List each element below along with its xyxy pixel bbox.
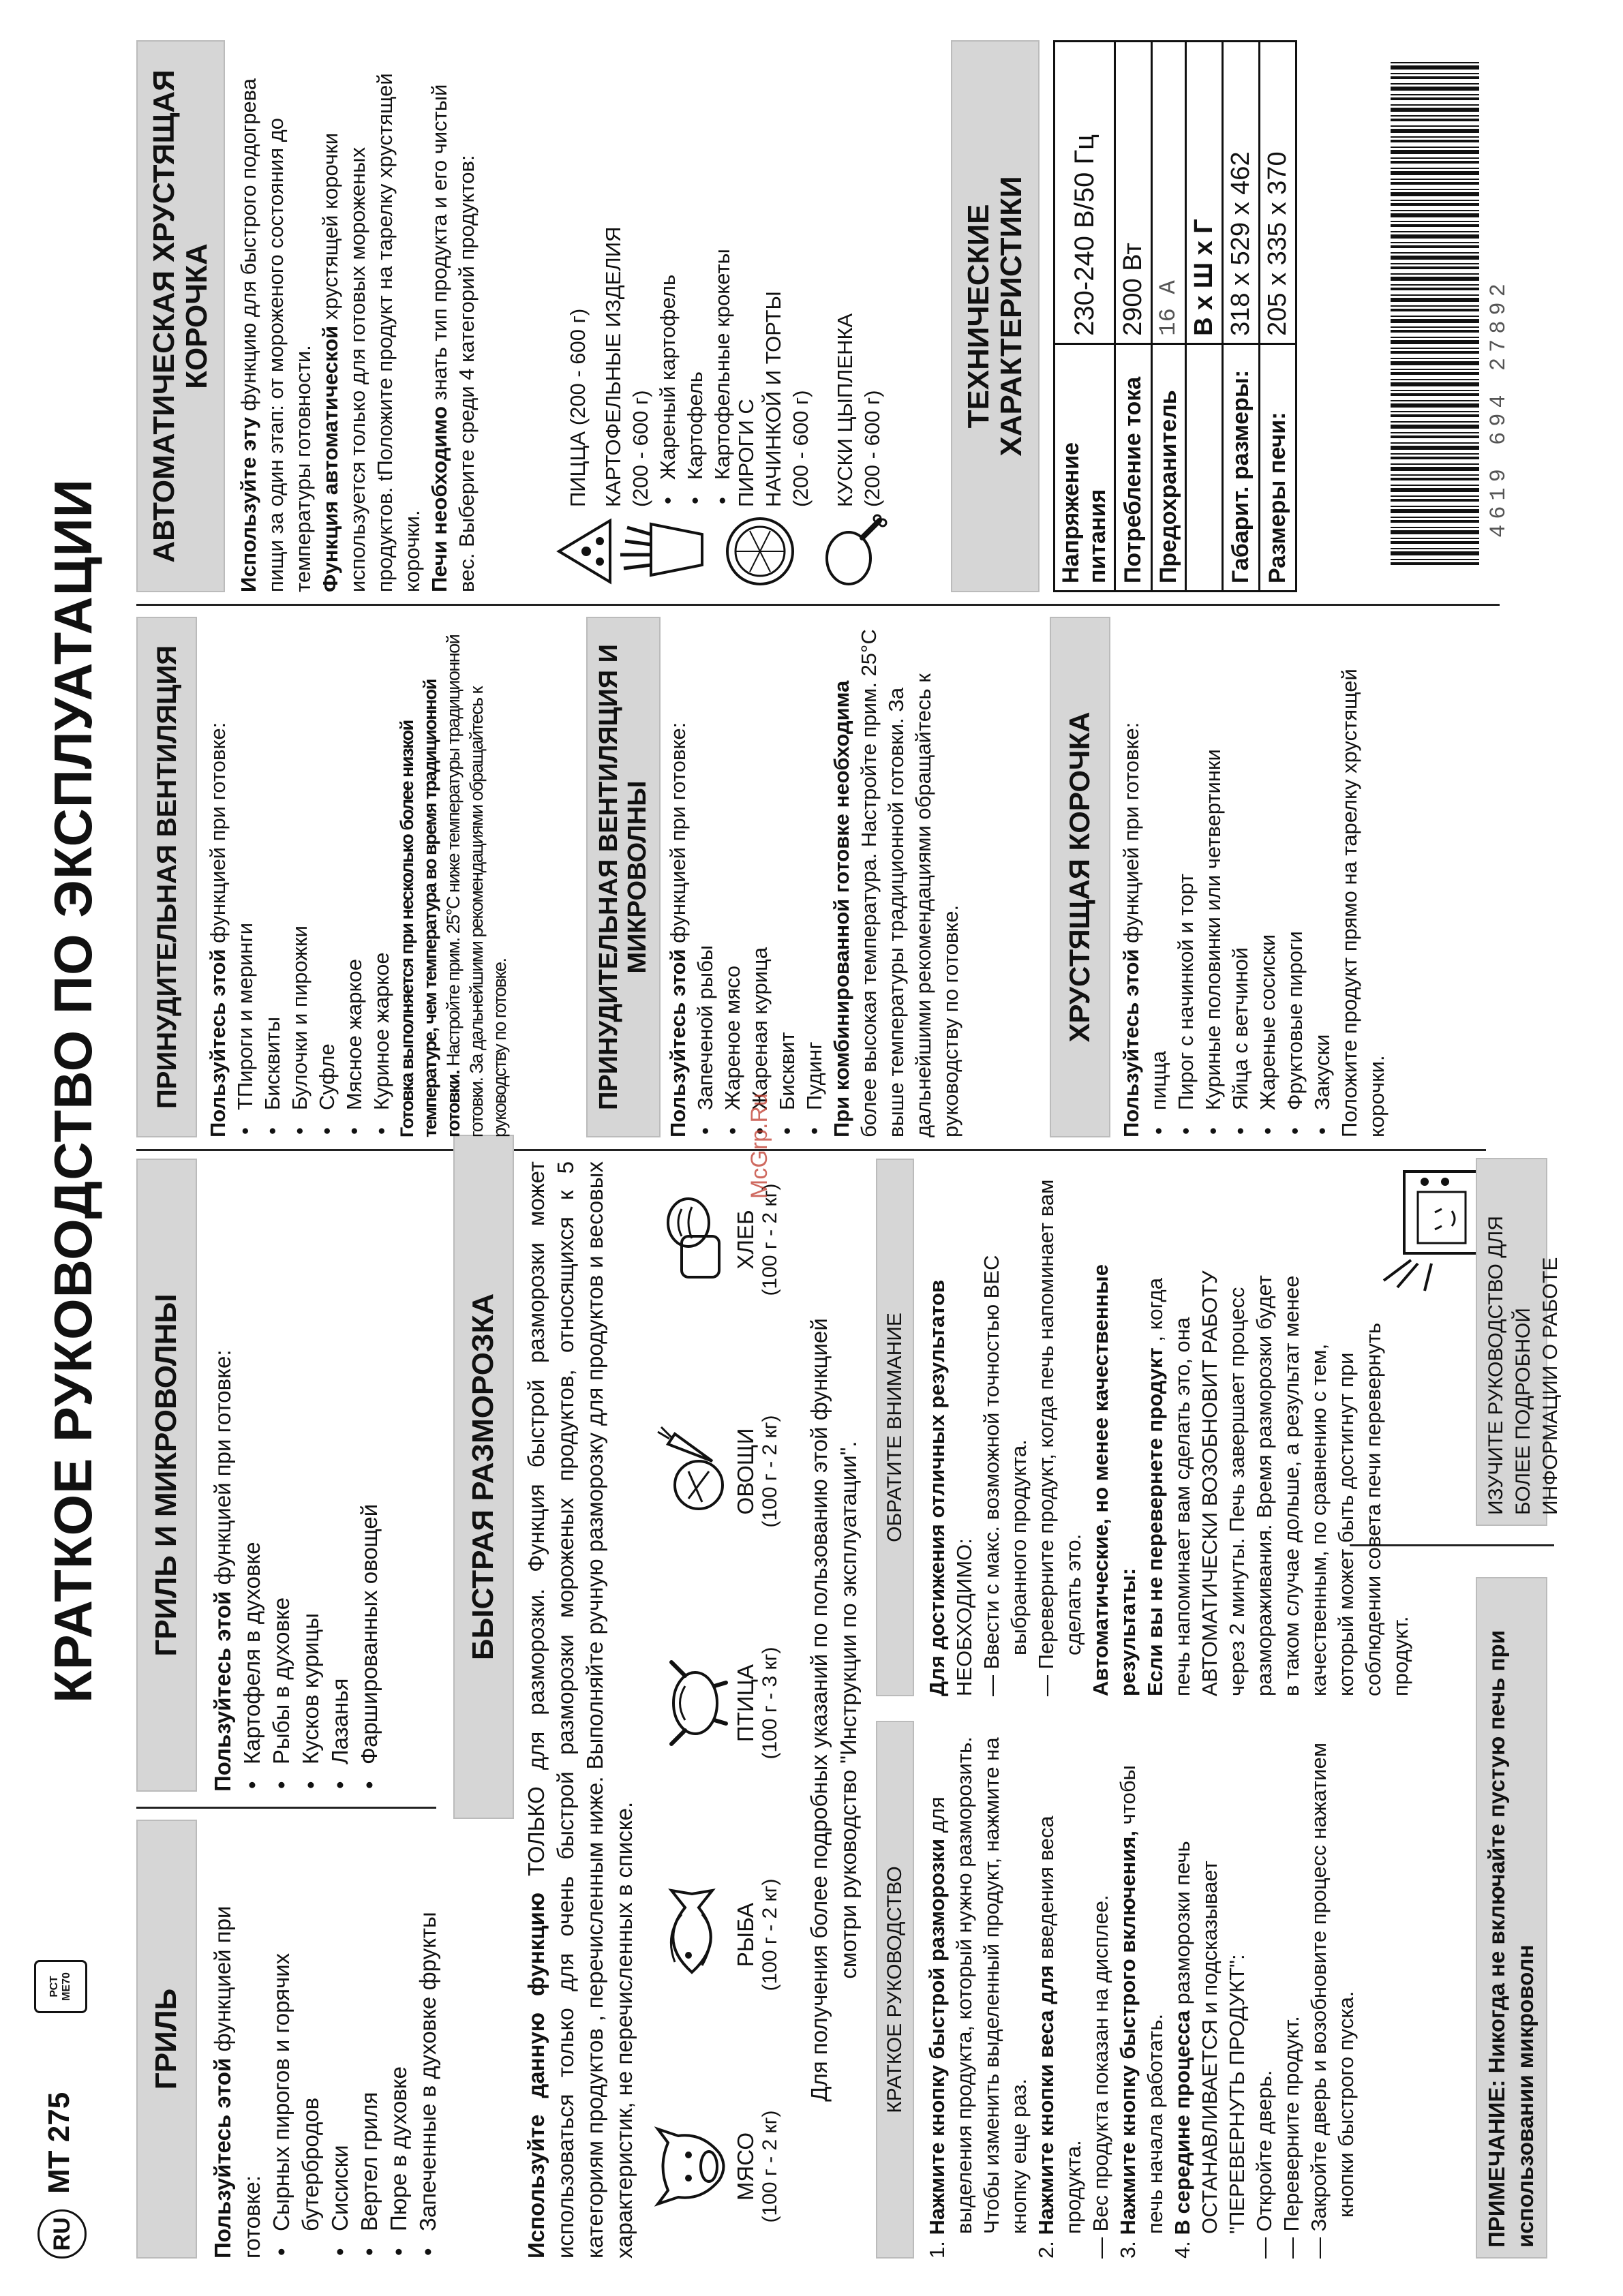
chicken-icon (654, 1655, 729, 1751)
tech-label: Предохранитель (1152, 343, 1186, 591)
defrost-category-range: (100 г - 2 кг) (759, 1415, 781, 1528)
list-item: • Мясное жаркое (341, 619, 368, 1110)
crisp-intro-bold: Пользуйтесь этой (1119, 949, 1143, 1137)
tech-label: Размеры печи: (1260, 343, 1296, 591)
cow-icon (654, 2122, 729, 2211)
model-number: MT 275 (42, 2092, 76, 2194)
fries-icon (617, 514, 706, 589)
list-item: • Фруктовые пироги (1281, 619, 1309, 1110)
tech-value: 16 A (1152, 42, 1186, 344)
defrost-category-range: (100 г - 3 кг) (759, 1647, 781, 1760)
list-item: • Жареный картофель (654, 44, 682, 480)
fish-icon (654, 1887, 729, 1983)
list-item: • Жареная курица (746, 619, 774, 1110)
quick-guide-step (1087, 1724, 1114, 2259)
table-row (1115, 42, 1152, 592)
list-item: • Куриное жаркое (368, 619, 395, 1110)
attention-section (924, 1161, 1414, 1696)
list-item: • Яйца с ветчиной (1227, 619, 1254, 1110)
attention-dash-2: — Переверните продукт, когда печь напоминает вам сделать это. (1034, 1179, 1085, 1696)
lang-badge-text: RU (48, 2217, 75, 2251)
auto-crisp-cat-chicken (832, 44, 886, 507)
auto-crisp-p1-bold: Используйте эту (237, 416, 260, 592)
tech-value: 205 x 335 x 370 (1260, 42, 1296, 344)
pizza-icon (556, 514, 617, 589)
defrost-category-vegetables (654, 1383, 782, 1560)
tech-header: ТЕХНИЧЕСКИЕ ХАРАКТЕРИСТИКИ (951, 40, 1040, 592)
cert-logo (34, 1960, 87, 2013)
quick-guide-step (1305, 1724, 1360, 2259)
auto-crisp-cat-pie (733, 282, 815, 507)
tech-table (1053, 40, 1297, 592)
cat-potato-title: КАРТОФЕЛЬНЫЕ ИЗДЕЛИЯ (601, 226, 625, 507)
step-num: — (1252, 2237, 1276, 2259)
grill-mw-header: ГРИЛЬ И МИКРОВОЛНЫ (136, 1159, 197, 1792)
defrost-category-range: (100 г - 2 кг) (759, 2110, 781, 2223)
cat-chicken-range: (200 - 600 г) (860, 390, 884, 507)
attention-header: ОБРАТИТЕ ВНИМАНИЕ (876, 1159, 914, 1696)
step-num: 4. (1170, 2241, 1194, 2259)
list-item: • Картофеля в духовке (237, 1161, 267, 1764)
list-item: • Жареные сосиски (1254, 619, 1281, 1110)
list-item: • Пюре в духовке (384, 1822, 413, 2231)
auto-crisp-cat-potato (600, 44, 736, 507)
auto-crisp-header: АВТОМАТИЧЕСКАЯ ХРУСТЯЩАЯ КОРОЧКА (136, 40, 225, 592)
forced-vent-note-bold: Готовка выполняется при несколько более низкой температуре, чем температура во время традиционной готовки. (397, 679, 464, 1137)
auto-crisp-p2-bold: Функция автоматической (318, 325, 342, 592)
tech-label (1186, 343, 1223, 591)
list-item: • Жареное мясо (719, 619, 746, 1110)
quick-guide-step (924, 1724, 1033, 2259)
step-text: Закройте дверь и возобновите процесс нажатием кнопки быстрого пуска. (1307, 1742, 1358, 2232)
tech-value: 318 x 529 x 462 (1223, 42, 1260, 344)
forced-vent-mw-note: более высокая температура. Настройте прим. 25°C выше температуры традиционной готовки. За дальнейшими рекомендациями обращайтесь к руководству по готовке. (857, 629, 962, 1137)
list-item: • Фаршированных овощей (354, 1161, 384, 1764)
study-box (1476, 1158, 1562, 1526)
list-item: • Вертел гриля (354, 1822, 384, 2231)
list-item: • Пудинг (801, 619, 828, 1110)
step-num: — (1307, 2237, 1331, 2259)
defrost-category-range: (100 г - 2 кг) (759, 1183, 781, 1296)
table-row (1152, 42, 1186, 592)
grill-header: ГРИЛЬ (136, 1820, 197, 2259)
table-row (1055, 42, 1115, 592)
attention-p3: , когда печь напоминает вам сделать это, она АВТОМАТИЧЕСКИ ВОЗОБНОВИТ РАБОТУ через 2 минуты. Печь завершает процесс размораживания. Время разморозки будет в таком случае дольше, а результат менее качественным, по сравнению с тем, который может быть достигнут при соблюдении совета печи перевернуть продукт. (1143, 1270, 1412, 1696)
step-num: — (1089, 2237, 1112, 2259)
auto-crisp-p2: хрустящей корочки используется только для готовых мороженых продуктов. tПоложите продукт на тарелку хрустящей корочки. (318, 73, 424, 592)
defrost-category-meat (654, 2078, 782, 2255)
fast-defrost-header: БЫСТРАЯ РАЗМОРОЗКА (453, 1135, 514, 1819)
grill-mw-section (208, 1161, 384, 1792)
grill-mw-intro-bold: Пользуйтесь этой (210, 1591, 235, 1792)
note-text: ПРИМЕЧАНИЕ: Никогда не включайте пустую печь при использовании микроволн (1484, 1630, 1538, 2248)
tech-value: В х Ш х Г (1186, 42, 1223, 344)
quick-guide-step (1169, 1724, 1251, 2259)
page-title: КРАТКОЕ РУКОВОДСТВО ПО ЭКСПЛУАТАЦИИ (43, 478, 103, 1703)
step-text: чтобы печь начала работать. (1116, 1765, 1167, 2234)
list-item: • Булочки и пирожки (286, 619, 314, 1110)
auto-crisp-p3-bold: Печи необходимо (427, 406, 451, 592)
barcode (1391, 61, 1479, 565)
fast-defrost-intro-bold: Используйте данную функцию (524, 1892, 549, 2259)
step-text: Вес продукта показан на дисплее. (1089, 1895, 1112, 2232)
cert-logo-text: РСТ МЕ70 (48, 1972, 72, 2001)
crisp-header: ХРУСТЯЩАЯ КОРОЧКА (1050, 617, 1110, 1137)
defrost-category-name: ОВОЩИ (733, 1428, 758, 1515)
table-row (1223, 42, 1260, 592)
auto-crisp-p3: знать тип продукта и его чистый вес. Выберите среди 4 категорий продуктов: (427, 84, 479, 592)
forced-vent-section (204, 619, 511, 1137)
fast-defrost-footnote (804, 1161, 863, 2259)
tech-label: Потребление тока (1115, 343, 1152, 591)
tech-label: Габарит. размеры: (1223, 343, 1260, 591)
grill-section (208, 1822, 442, 2259)
forced-vent-mw-intro: функцией при готовке: (666, 722, 690, 949)
step-text: Откройте дверь. (1252, 2070, 1276, 2232)
step-bold: В середине процесса (1170, 2010, 1194, 2235)
table-row (1260, 42, 1296, 592)
step-bold: Нажмите кнопку быстрой разморозки (925, 1838, 949, 2235)
step-bold: Нажмите кнопки веса для (1034, 1965, 1058, 2235)
defrost-category-name: РЫБА (733, 1902, 758, 1968)
crisp-intro: функцией при готовке: (1119, 722, 1143, 949)
list-item: • Сисиски (325, 1822, 354, 2231)
tech-value: 230-240 В/50 Гц (1055, 42, 1115, 344)
forced-vent-intro: функцией при готовке: (206, 722, 230, 949)
chicken-leg-icon (815, 514, 890, 589)
quick-guide-step (1278, 1724, 1305, 2259)
cat-pie-title: ПИРОГИ С НАЧИНКОЙ И ТОРТЫ (734, 291, 785, 507)
step-num: — (1279, 2237, 1303, 2259)
fast-defrost-intro-text: ТОЛЬКО для разморозки. Функция быстрой разморозки может использоваться только для очень быстрой разморозки мороженых продуктов, относящихся к 5 категориям продуктов , перечисленным ниже. Выполняйте ручную разморозку для продуктов и весовых характеристик, не перечисленных в списке. (524, 1161, 637, 2259)
step-text: введения веса продукта. (1034, 1816, 1085, 2234)
forced-vent-mw-intro-bold: Пользуйтесь этой (666, 949, 690, 1137)
divider-col2 (136, 1149, 1486, 1151)
list-item: • Куриные половинки или четвертинки (1200, 619, 1227, 1110)
watermark: McGrp.Ru (746, 1093, 772, 1199)
attention-dash-1-text: Ввести с макс. возможной точностью ВЕС выбранного продукта. (980, 1255, 1031, 1670)
forced-vent-mw-note-bold: При комбинированной готовке необходима (830, 680, 853, 1137)
list-item: • Картофельные крокеты (709, 44, 736, 480)
attention-p3-bold: Если вы не перевернете продукт (1143, 1347, 1167, 1696)
list-item: • пицца (1145, 619, 1172, 1110)
barcode-number: 4619 694 27892 (1486, 278, 1511, 538)
attention-p2-bold: Автоматические, но менее качественные результаты: (1089, 1264, 1140, 1696)
list-item: • Запеченой рыбы (692, 619, 719, 1110)
bread-icon (654, 1192, 729, 1287)
step-text: разморозки печь ОСТАНАВЛИВАЕТСЯ и подсказывает "ПЕРЕВЕРНУТЬ ПРОДУКТ": (1170, 1841, 1249, 2234)
list-item: • Запеченные в духовке фрукты (413, 1822, 442, 2231)
list-item: • Бисквит (774, 619, 801, 1110)
list-item: • Закуски (1309, 619, 1336, 1110)
auto-crisp-cat-pizza: ПИЦЦА (200 - 600 г) (566, 308, 590, 507)
attention-p1: НЕОБХОДИМО: (952, 1538, 976, 1696)
cat-pie-range: (200 - 600 г) (789, 390, 813, 507)
quick-guide-step (1033, 1724, 1087, 2259)
attention-dash-2-text: Переверните продукт, когда печь напоминает вам сделать это. (1034, 1179, 1085, 1670)
defrost-category-name: ХЛЕБ (733, 1210, 758, 1270)
grill-mw-intro: функцией при готовке: (210, 1349, 235, 1591)
step-num: 1. (925, 2241, 949, 2259)
grill-intro: функцией при готовке: (210, 1905, 264, 2259)
forced-vent-note: Настройте прим. 25°C ниже температуры традиционной готовки. За дальнейшими рекомендациями обращайтесь к руководству по готовке. (443, 634, 510, 1137)
defrost-category-poultry (654, 1614, 782, 1792)
pie-icon (723, 514, 798, 589)
auto-crisp-p1: функцию для быстрого подогрева пищи за один этап: от мороженого состояния до температуры готовности. (237, 78, 315, 592)
table-row (1186, 42, 1223, 592)
forced-vent-mw-section (665, 619, 965, 1137)
list-item: • ТПироги и меринги (232, 619, 259, 1110)
footnote-line-2: смотри руководство "Инструкции по эксплуатации". (836, 1441, 861, 1979)
defrost-category-name: МЯСО (733, 2132, 758, 2201)
defrost-category-range: (100 г - 2 кг) (759, 1878, 781, 1991)
tech-label: Напряжение питания (1055, 343, 1115, 591)
quick-guide-header: КРАТКОЕ РУКОВОДСТВО (876, 1721, 914, 2259)
vegetables-icon (654, 1424, 729, 1519)
crisp-outro: Положите продукт прямо на тарелку хрустящей корочки. (1337, 669, 1389, 1137)
fast-defrost-intro (521, 1161, 639, 2259)
list-item: • Суфле (314, 619, 341, 1110)
cat-potato-range: (200 - 600 г) (628, 390, 652, 507)
cat-chicken-title: КУСКИ ЦЫПЛЕНКА (833, 313, 857, 507)
quick-guide-steps (924, 1724, 1360, 2259)
footnote-line-1: Для получения более подробных указаний по пользованию этой функцией (806, 1318, 832, 2102)
list-item: • Лазанья (325, 1161, 354, 1764)
attention-p1-bold: Для достижения отличных результатов (925, 1279, 949, 1696)
step-num: 2. (1034, 2241, 1058, 2259)
quick-guide-step (1114, 1724, 1169, 2259)
study-text: ИЗУЧИТЕ РУКОВОДСТВО ДЛЯ БОЛЕЕ ПОДРОБНОЙ ИНФОРМАЦИИ О РАБОТЕ (1485, 1216, 1562, 1515)
tech-value: 2900 Вт (1115, 42, 1152, 344)
attention-dash-1: — Ввести с макс. возможной точностью ВЕС выбранного продукта. (980, 1255, 1031, 1696)
defrost-category-fish (654, 1846, 782, 2023)
list-item: • Картофель (682, 44, 709, 480)
forced-vent-mw-header: ПРИНУДИТЕЛЬНАЯ ВЕНТИЛЯЦИЯ И МИКРОВОЛНЫ (586, 617, 661, 1137)
defrost-category-name: ПТИЦА (733, 1664, 758, 1743)
list-item: • Рыбы в духовке (267, 1161, 296, 1764)
list-item: • Кусков курицы (296, 1161, 325, 1764)
forced-vent-header: ПРИНУДИТЕЛЬНАЯ ВЕНТИЛЯЦИЯ (136, 617, 197, 1137)
list-item: • Сырных пирогов и горячих бутербродов (267, 1822, 325, 2231)
quick-guide-step (1251, 1724, 1278, 2259)
step-text: Переверните продукт. (1279, 2016, 1303, 2232)
note-box (1476, 1577, 1547, 2259)
step-text: для выделения продукта, который нужно разморозить. Чтобы изменить выделенный продукт, нажмите на кнопку еще раз. (925, 1736, 1031, 2234)
oven-illustration-icon (1377, 1165, 1486, 1294)
divider-col3 (136, 604, 1500, 606)
divider-col1 (136, 1807, 436, 1809)
list-item: • Бисквиты (259, 619, 286, 1110)
step-bold: Нажмите кнопку быстрого включения, (1116, 1830, 1140, 2235)
lang-badge (37, 2209, 87, 2259)
crisp-section (1118, 619, 1391, 1137)
list-item: • Пирог с начинкой и торт (1172, 619, 1200, 1110)
step-num: 3. (1116, 2241, 1140, 2259)
grill-intro-bold: Пользуйтесь этой (210, 2057, 235, 2259)
forced-vent-intro-bold: Пользуйтесь этой (206, 949, 230, 1137)
auto-crisp-section (235, 40, 481, 592)
